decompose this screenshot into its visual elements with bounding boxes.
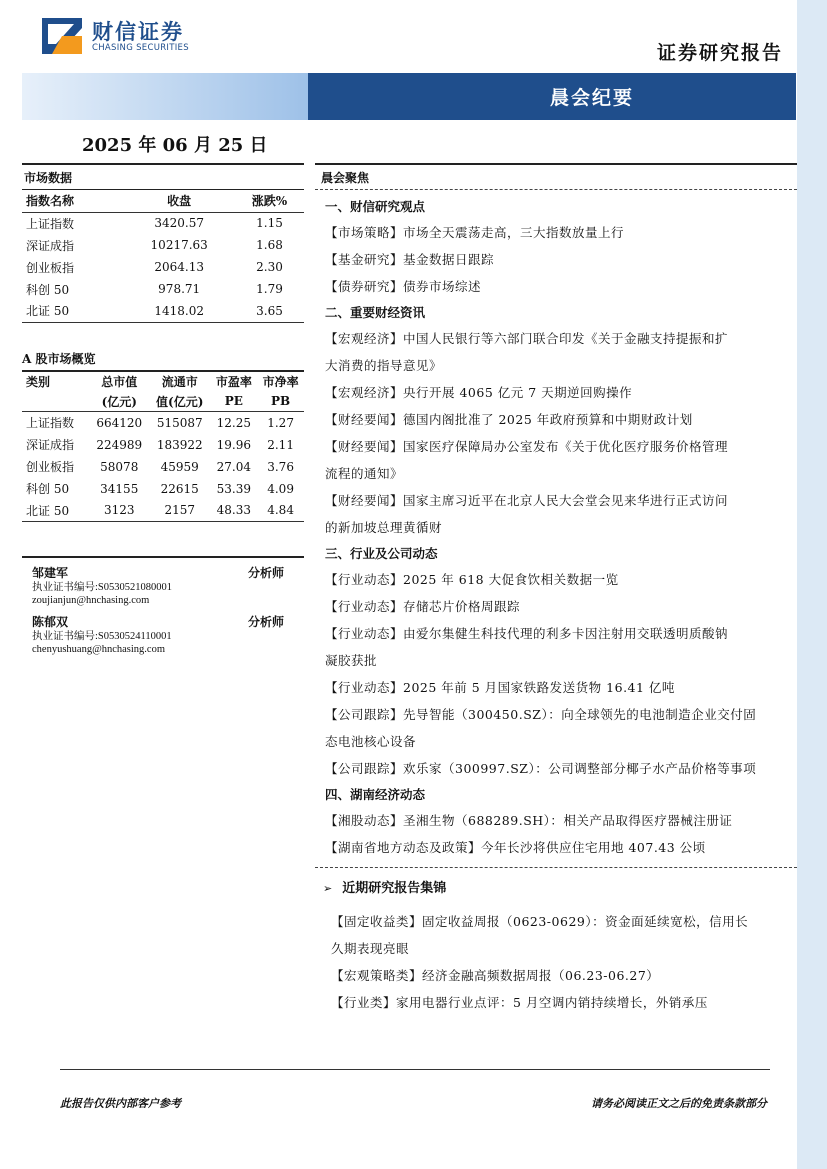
- table-cell: 2064.13: [154, 260, 204, 274]
- column-header: 值(亿元): [149, 392, 210, 412]
- table-row: [22, 500, 304, 522]
- table-cell: 1.68: [256, 238, 283, 252]
- table-cell: 2.11: [267, 437, 294, 452]
- recent-reports-section: [315, 867, 797, 1016]
- table-cell: 北证 50: [22, 300, 123, 322]
- column-header: 涨跌%: [235, 190, 304, 212]
- ashare-overview-title: A 股市场概览: [22, 350, 304, 372]
- table-row: [22, 434, 304, 456]
- footer-right-note: 请务必阅读正文之后的免责条款部分: [591, 1097, 767, 1110]
- column-header: PB: [257, 392, 304, 412]
- table-cell: 1418.02: [123, 300, 235, 322]
- focus-item: 【基金研究】基金数据日跟踪: [325, 252, 495, 267]
- column-header: 指数名称: [22, 190, 123, 212]
- footer-divider: [60, 1069, 770, 1070]
- recent-report-item: 【行业类】家用电器行业点评：5 月空调内销持续增长，外销承压: [331, 995, 708, 1010]
- recent-report-item: 【固定收益类】固定收益周报（0623-0629）：资金面延续宽松，信用长: [331, 914, 749, 929]
- table-cell: 664120: [96, 415, 143, 430]
- table-cell: 978.71: [158, 282, 201, 296]
- focus-item: 【财经要闻】国家主席习近平在北京人民大会堂会见来华进行正式访问: [325, 493, 729, 508]
- analyst-role: 分析师: [247, 566, 284, 580]
- table-cell: 上证指数: [26, 216, 75, 231]
- table-cell: 22615: [160, 481, 199, 496]
- table-cell: 3.76: [267, 459, 294, 474]
- table-row: [22, 212, 304, 234]
- table-cell: 515087: [156, 415, 203, 430]
- market-data-title: 市场数据: [22, 163, 304, 190]
- table-cell: 4.84: [257, 500, 304, 522]
- table-row: [22, 456, 304, 478]
- table-cell: 深证成指: [26, 438, 75, 452]
- table-cell: 53.39: [216, 481, 251, 496]
- focus-item: 【行业动态】存储芯片价格周跟踪: [325, 599, 521, 614]
- table-cell: 19.96: [216, 437, 251, 452]
- banner-title: 晨会纪要: [549, 87, 634, 109]
- focus-item: 【财经要闻】国家医疗保障局办公室发布《关于优化医疗服务价格管理: [325, 439, 729, 454]
- table-cell: 183922: [156, 437, 203, 452]
- focus-item: 流程的通知》: [325, 466, 404, 481]
- table-cell: 北证 50: [22, 500, 90, 522]
- banner-light-part: [22, 73, 308, 120]
- table-row: [22, 300, 304, 322]
- section-heading: 一、财信研究观点: [325, 199, 426, 214]
- focus-item: 【公司跟踪】欢乐家（300997.SZ）：公司调整部分椰子水产品价格等事项: [325, 761, 757, 776]
- table-cell: 3123: [90, 500, 149, 522]
- arrow-right-icon: ➢: [323, 882, 333, 895]
- analyst-entry: [22, 613, 304, 656]
- focus-item: 【宏观经济】央行开展 4065 亿元 7 天期逆回购操作: [325, 385, 633, 400]
- column-header: 流通市: [161, 375, 198, 389]
- footer-left-note: 此报告仅供内部客户参考: [60, 1097, 181, 1110]
- table-cell: 27.04: [216, 459, 251, 474]
- table-cell: 科创 50: [26, 282, 70, 297]
- table-cell: 12.25: [216, 415, 251, 430]
- recent-report-item: 【宏观策略类】经济金融高频数据周报（06.23-06.27）: [331, 968, 660, 983]
- ashare-overview-table: [22, 372, 304, 523]
- focus-title: 晨会聚焦: [315, 163, 797, 190]
- recent-reports-label: 近期研究报告集锦: [342, 881, 447, 896]
- logo-text-en: CHASING SECURITIES: [92, 43, 189, 53]
- analyst-cert: 执业证书编号:S0530524110001: [32, 631, 172, 642]
- table-cell: 224989: [96, 437, 143, 452]
- focus-item: 凝胶获批: [325, 653, 378, 668]
- table-cell: 深证成指: [26, 238, 75, 253]
- analyst-cert: 执业证书编号:S0530521080001: [32, 582, 173, 593]
- analyst-block: [22, 556, 304, 656]
- column-header: [22, 392, 90, 412]
- column-header: PE: [210, 392, 257, 412]
- table-cell: 48.33: [210, 500, 257, 522]
- table-cell: 创业板指: [26, 260, 75, 275]
- banner-dark-part: [308, 73, 796, 120]
- table-cell: 45959: [160, 459, 199, 474]
- table-cell: 34155: [100, 481, 139, 496]
- focus-item: 【行业动态】2025 年 618 大促食饮相关数据一览: [325, 572, 619, 587]
- column-header: 收盘: [123, 190, 235, 212]
- analyst-email[interactable]: chenyushuang@hnchasing.com: [32, 644, 166, 655]
- focus-item: 【湖南省地方动态及政策】今年长沙将供应住宅用地 407.43 公顷: [325, 840, 706, 855]
- focus-item: 【市场策略】市场全天震荡走高，三大指数放量上行: [325, 225, 625, 240]
- table-cell: 上证指数: [26, 416, 75, 431]
- focus-item: 【行业动态】2025 年前 5 月国家铁路发送货物 16.41 亿吨: [325, 680, 675, 695]
- table-cell: 创业板指: [26, 460, 75, 474]
- table-cell: 1.27: [267, 415, 294, 430]
- focus-item: 【财经要闻】德国内阁批准了 2025 年政府预算和中期财政计划: [325, 412, 693, 427]
- recent-report-item: 久期表现亮眼: [331, 941, 410, 956]
- table-cell: 2.30: [256, 260, 283, 274]
- column-header: 市净率: [262, 375, 299, 389]
- analyst-role: 分析师: [247, 615, 284, 629]
- section-heading: 三、行业及公司动态: [325, 546, 438, 561]
- table-cell: 科创 50: [26, 482, 70, 496]
- section-heading: 二、重要财经资讯: [325, 305, 426, 320]
- column-header: (亿元): [90, 392, 149, 412]
- table-cell: 2157: [149, 500, 210, 522]
- side-decoration-strip: [797, 0, 827, 1169]
- table-row: [22, 234, 304, 256]
- column-header: 总市值: [101, 375, 138, 389]
- title-banner: [22, 73, 796, 120]
- logo-text-cn: 财信证券: [92, 20, 184, 44]
- table-row: [22, 412, 304, 434]
- table-row: [22, 256, 304, 278]
- column-header: 市盈率: [215, 375, 252, 389]
- section-heading: 四、湖南经济动态: [325, 787, 426, 802]
- focus-item: 态电池核心设备: [325, 734, 417, 749]
- focus-item: 【宏观经济】中国人民银行等六部门联合印发《关于金融支持提振和扩: [325, 331, 729, 346]
- table-cell: 3420.57: [154, 216, 204, 231]
- report-date: 2025 年 06 月 25 日: [82, 135, 268, 156]
- right-column: [315, 163, 797, 1016]
- table-cell: 4.09: [267, 481, 294, 496]
- focus-item: 【行业动态】由爱尔集健生科技代理的利多卡因注射用交联透明质酸钠: [325, 626, 729, 641]
- column-header: 类别: [26, 375, 51, 389]
- analyst-email[interactable]: zoujianjun@hnchasing.com: [32, 595, 150, 606]
- table-cell: 58078: [100, 459, 139, 474]
- company-logo-icon: [38, 14, 86, 58]
- focus-item: 【公司跟踪】先导智能（300450.SZ）：向全球领先的电池制造企业交付固: [325, 707, 757, 722]
- table-cell: 1.79: [256, 282, 283, 296]
- report-type: 证券研究报告: [656, 42, 783, 64]
- table-cell: 3.65: [235, 300, 304, 322]
- table-cell: 10217.63: [150, 238, 208, 252]
- analyst-name: 陈郁双: [32, 615, 69, 629]
- table-row: [22, 478, 304, 500]
- recent-reports-title: [315, 878, 797, 908]
- focus-item: 【湘股动态】圣湘生物（688289.SH）：相关产品取得医疗器械注册证: [325, 813, 733, 828]
- market-data-table: [22, 190, 304, 323]
- focus-item: 的新加坡总理黄循财: [325, 520, 443, 535]
- focus-item: 大消费的指导意见》: [325, 358, 443, 373]
- table-cell: 1.15: [256, 216, 283, 231]
- analyst-name: 邹建军: [32, 566, 69, 580]
- left-column: [22, 163, 304, 662]
- analyst-entry: [22, 564, 304, 607]
- focus-item: 【债券研究】债券市场综述: [325, 279, 482, 294]
- table-row: [22, 278, 304, 300]
